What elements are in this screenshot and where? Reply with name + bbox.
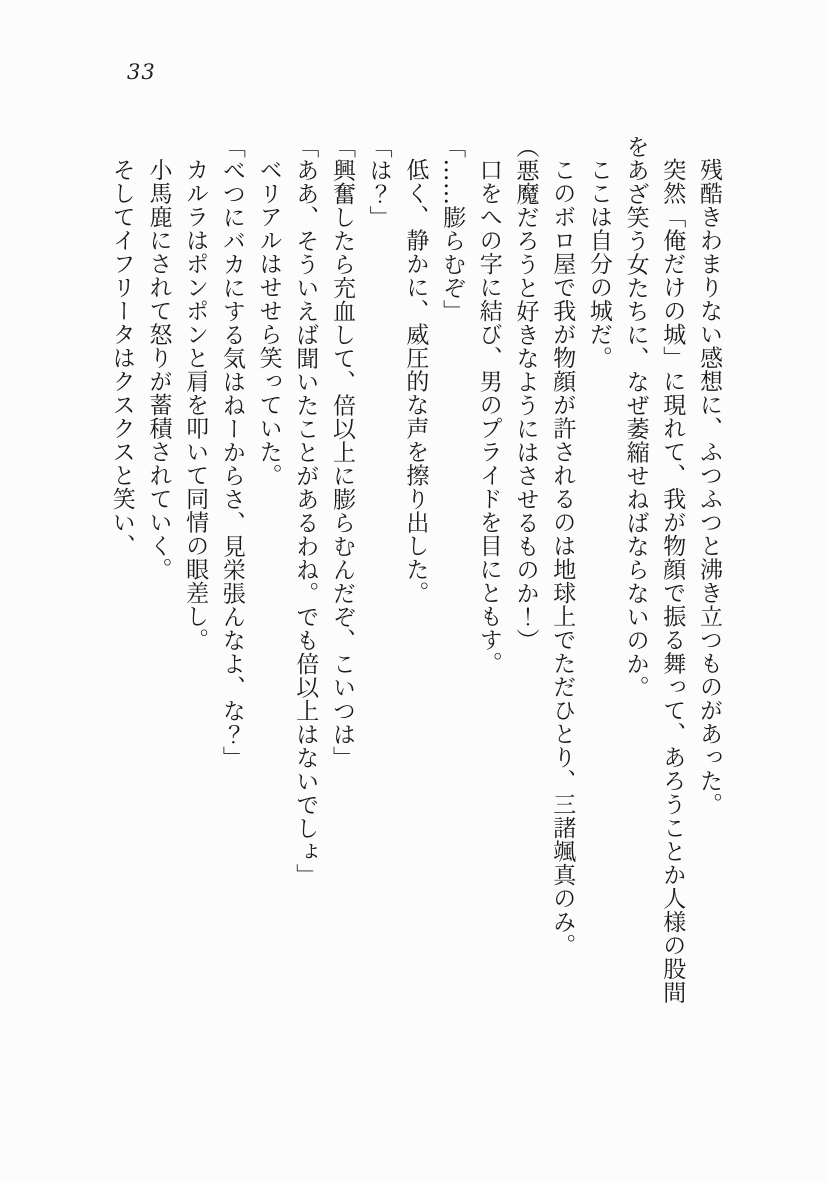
paragraph: 「……膨らむぞ」 <box>439 135 466 323</box>
paragraph: 低く、静かに、威圧的な声を擦り出した。 <box>402 158 429 605</box>
paragraph: カルラはポンポンと肩を叩いて同情の眼差し。 <box>182 158 209 652</box>
paragraph: そしてイフリータはクスクスと笑い、 <box>108 158 135 558</box>
paragraph: 残酷きわまりない感想に、ふつふつと沸き立つものがあった。 <box>696 158 722 816</box>
paragraph: ベリアルはせせら笑っていた。 <box>255 158 282 487</box>
text-block <box>95 135 727 1015</box>
paragraph: 「ああ、そういえば聞いたことがあるわね。でも倍以上はないでしょ」 <box>292 135 319 887</box>
paragraph: 「興奮したら充血して、倍以上に膨らむんだぞ、こいつは」 <box>328 135 355 770</box>
paragraph: 小馬鹿にされて怒りが蓄積されていく。 <box>145 158 172 581</box>
paragraph: ここは自分の城だ。 <box>585 158 612 370</box>
paragraph: このボロ屋で我が物顔が許されるのは地球上でただひとり、三諸颯真のみ。 <box>549 158 576 957</box>
page-number: 33 <box>127 60 156 84</box>
paragraph: 突然「俺だけの城」に現れて、我が物顔で振る舞って、あろうことか人様の股間をあざ笑う女たちに、なぜ萎縮せねばならないのか。 <box>622 135 686 1004</box>
paragraph: 「べつにバカにする気はねーからさ、見栄張んなよ、な？」 <box>218 135 245 770</box>
paragraph: （悪魔だろうと好きなようにはさせるものか！） <box>512 135 539 652</box>
paragraph: 口をへの字に結び、男のプライドを目にともす。 <box>475 158 502 675</box>
paragraph: 「は？」 <box>365 135 392 229</box>
